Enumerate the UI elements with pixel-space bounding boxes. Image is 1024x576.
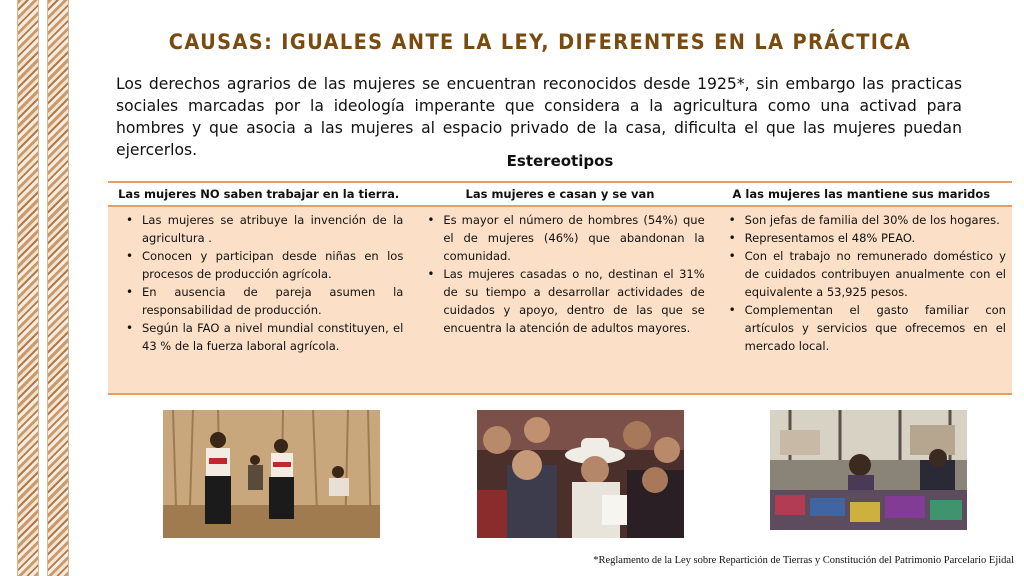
stereotypes-table — [108, 181, 1012, 395]
list-item: • Las mujeres se atribuye la invención de la agricultura . — [142, 211, 403, 247]
list-item: • En ausencia de pareja asumen la responsabilidad de producción. — [142, 283, 403, 319]
column-1 — [108, 207, 409, 393]
slide-title: CAUSAS: IGUALES ANTE LA LEY, DIFERENTES EN LA PRÁCTICA — [168, 30, 912, 54]
list-item: • Las mujeres casadas o no, destinan el 31% de su tiempo a desarrollar actividades de cuidados y apoyo, dentro de las que se encuentra la atención de adultos mayores. — [443, 265, 704, 337]
list-item: • Según la FAO a nivel mundial constituyen, el 43 % de la fuerza laboral agrícola. — [142, 319, 403, 355]
list-item: • Conocen y participan desde niñas en los procesos de producción agrícola. — [142, 247, 403, 283]
photo-community-meeting — [477, 410, 684, 538]
column-2 — [409, 207, 710, 393]
photo-women-in-field — [163, 410, 380, 538]
header-cell-2: Las mujeres e casan y se van — [465, 187, 655, 201]
list-item: • Representamos el 48% PEAO. — [745, 229, 1006, 247]
decorative-border-right — [47, 0, 69, 576]
list-item: • Son jefas de familia del 30% de los hogares. — [745, 211, 1006, 229]
photo-market-textiles — [770, 410, 967, 530]
list-item: • Es mayor el número de hombres (54%) que el de mujeres (46%) que abandonan la comunidad. — [443, 211, 704, 265]
list-item: • Complementan el gasto familiar con artículos y servicios que ofrecemos en el mercado local. — [745, 301, 1006, 355]
footnote: *Reglamento de la Ley sobre Repartición de Tierras y Constitución del Patrimonio Parcelario Ejidal — [593, 555, 1014, 566]
header-cell-3: A las mujeres las mantiene sus maridos — [732, 187, 991, 201]
header-cell-1: Las mujeres NO saben trabajar en la tierra. — [118, 187, 400, 201]
column-3 — [711, 207, 1012, 393]
list-item: • Con el trabajo no remunerado doméstico y de cuidados contribuyen anualmente con el equivalente a 53,925 pesos. — [745, 247, 1006, 301]
table-header — [108, 183, 1012, 207]
table-body — [108, 207, 1012, 393]
intro-paragraph: Los derechos agrarios de las mujeres se encuentran reconocidos desde 1925*, sin embargo las practicas sociales marcadas por la ideología imperante que considera a la agricultura como una activad para hombres y que asocia a las mujeres al espacio privado de la casa, dificulta el que las mujeres puedan ejercerlos. — [116, 75, 962, 159]
decorative-border-left — [17, 0, 39, 576]
stereotypes-heading: Estereotipos — [506, 152, 614, 170]
